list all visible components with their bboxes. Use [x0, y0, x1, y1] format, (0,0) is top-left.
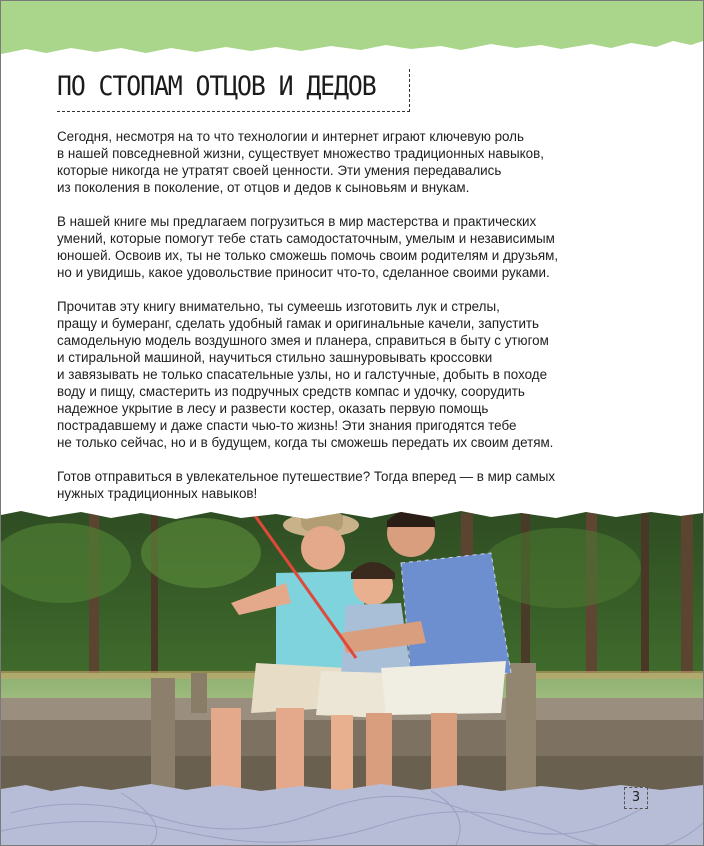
paragraph-2: В нашей книге мы предлагаем погрузиться в мир мастерства и практических умений, которые помогут тебе стать самодостаточным, умелым и независимым юношей. Освоив их, ты не только сможешь помочь своим родителям и друзьям, но и увидишь, какое удовольствие приносит что-то, сделанное своими руками. — [57, 214, 559, 280]
paragraph-1: Сегодня, несмотря на то что технологии и интернет играют ключевую роль в нашей повседневной жизни, существует множество традиционных навыков, которые никогда не утратят своей ценности. Эти умения передавались из поколения в поколение, от отцов и дедов к сыновьям и внукам. — [57, 129, 544, 195]
paragraph-3: Прочитав эту книгу внимательно, ты сумеешь изготовить лук и стрелы, пращу и бумеранг, сделать удобный гамак и оригинальные качели, запустить самодельную модель воздушного змея и планера, справиться в быту с утюгом и стиральной машиной, научиться стильно зашнуровывать кроссовки и завязывать не только спасательные узлы, но и галстучные, добыть в походе воду и пищу, смастерить из подручных средств компас и удочку, соорудить надежное укрытие в лесу и развести костер, оказать первую помощь пострадавшему и даже спасти чью-то жизнь! Эти знания пригодятся тебе не только сейчас, но и в будущем, когда ты сможешь передать их своим детям. — [57, 299, 554, 450]
fishing-photo — [1, 493, 703, 845]
page-number: 3 — [624, 787, 648, 809]
top-green-band — [1, 1, 703, 63]
page-title: ПО СТОПАМ ОТЦОВ И ДЕДОВ — [57, 71, 376, 102]
body-text — [57, 128, 657, 519]
paragraph-4: Готов отправиться в увлекательное путешествие? Тогда вперед — в мир самых нужных традиционных навыков! — [57, 469, 556, 501]
